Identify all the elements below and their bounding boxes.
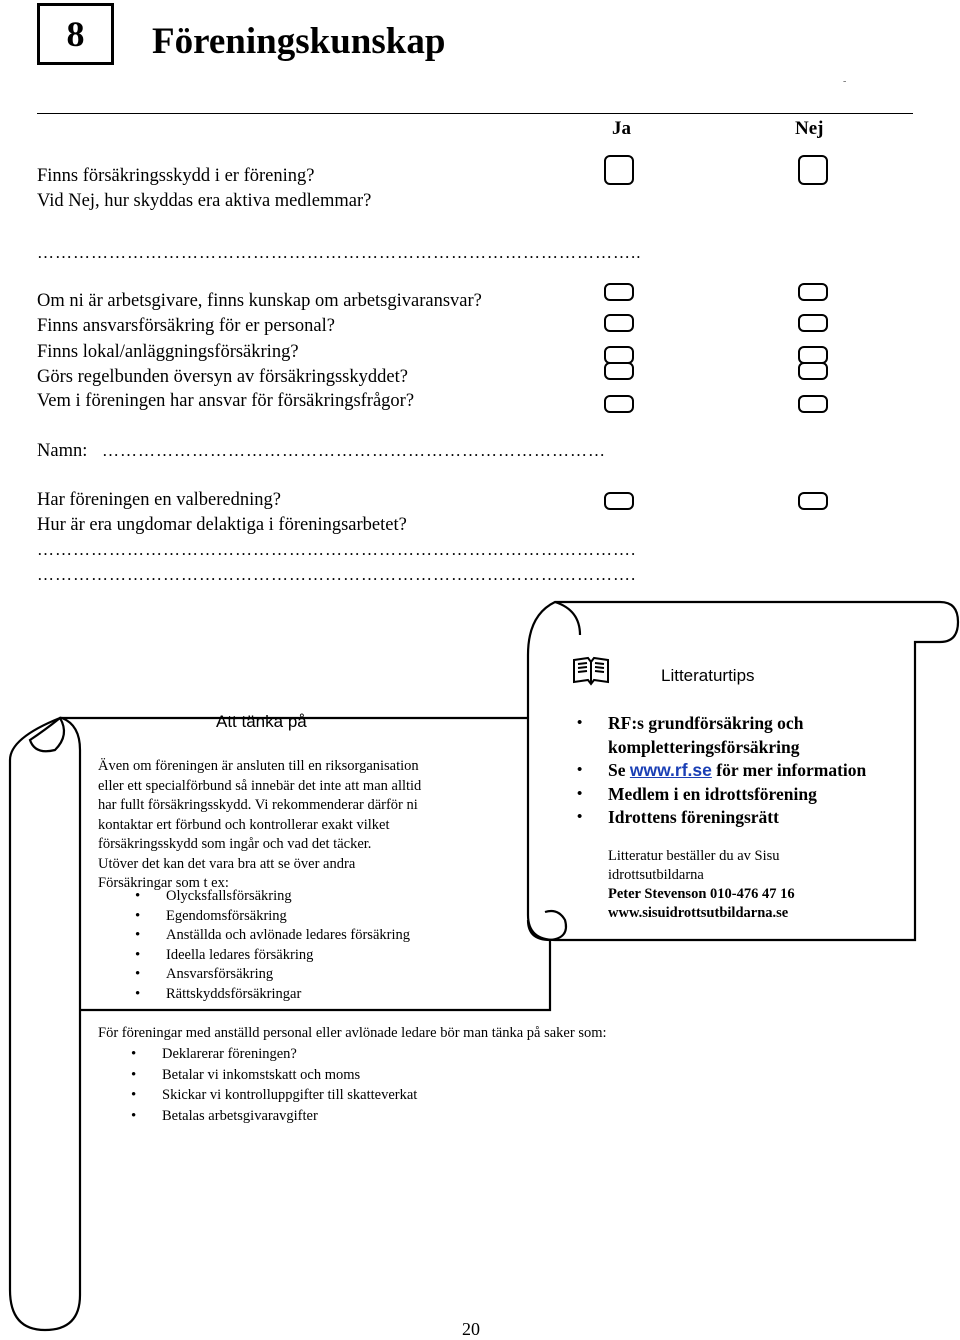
- litteratur-list: [608, 712, 866, 830]
- checkbox-no-employer[interactable]: [798, 283, 828, 301]
- list-item: • Olycksfallsförsäkring: [166, 887, 410, 907]
- answer-line[interactable]: ………………………………………………………………………………………..: [37, 243, 642, 262]
- litteratur-title: Litteraturtips: [661, 666, 755, 685]
- checkbox-no-responsible[interactable]: [798, 395, 828, 413]
- checkbox-yes-nomination[interactable]: [604, 492, 634, 510]
- question-nomination: Har föreningen en valberedning?: [37, 490, 281, 510]
- corner-mark: -: [843, 76, 847, 87]
- insurance-type-list: [166, 887, 410, 1004]
- name-line[interactable]: …………………………………………………………………………: [102, 441, 606, 460]
- employer-intro: För föreningar med anställd personal eller avlönade ledare bör man tänka på saker som:: [98, 1025, 607, 1041]
- sisu-website[interactable]: www.sisuidrottsutbildarna.se: [608, 905, 789, 921]
- column-yes-header: Ja: [612, 118, 631, 139]
- chapter-number: 8: [37, 3, 114, 65]
- scroll-shapes: [0, 590, 960, 1340]
- list-item: • Ansvarsförsäkring: [166, 965, 410, 985]
- question-responsible: Vem i föreningen har ansvar för försäkringsfrågor?: [37, 391, 415, 411]
- checkbox-yes-responsible[interactable]: [604, 395, 634, 413]
- question-youth: Hur är era ungdomar delaktiga i föreningsarbetet?: [37, 515, 407, 535]
- question-review: Görs regelbunden översyn av försäkringsskyddet?: [37, 367, 408, 387]
- employer-list: [162, 1044, 417, 1126]
- checkbox-yes-review[interactable]: [604, 362, 634, 380]
- checkbox-yes-employer[interactable]: [604, 283, 634, 301]
- question-liability: Finns ansvarsförsäkring för er personal?: [37, 316, 335, 336]
- list-item: • Betalar vi inkomstskatt och moms: [162, 1065, 417, 1086]
- name-label: Namn:: [37, 441, 88, 461]
- checkbox-yes-liability[interactable]: [604, 314, 634, 332]
- list-item: • Betalas arbetsgivaravgifter: [162, 1106, 417, 1127]
- litteratur-item-foreningsratt: • Idrottens föreningsrätt: [608, 806, 866, 830]
- list-item: • Deklarerar föreningen?: [162, 1044, 417, 1065]
- list-item: • Skickar vi kontrolluppgifter till skatteverkat: [162, 1085, 417, 1106]
- rf-website-link[interactable]: www.rf.se: [629, 760, 712, 780]
- list-item: • Egendomsförsäkring: [166, 907, 410, 927]
- answer-line-youth-1[interactable]: ……………………………………………………………………………………….: [37, 540, 637, 559]
- question-premises: Finns lokal/anläggningsförsäkring?: [37, 342, 299, 362]
- header-rule: [37, 113, 913, 114]
- checkbox-yes-insurance[interactable]: [604, 155, 634, 185]
- page-number: 20: [462, 1319, 480, 1339]
- list-item: • Rättskyddsförsäkringar: [166, 985, 410, 1005]
- litteratur-item-medlem: • Medlem i en idrottsförening: [608, 783, 866, 807]
- checkbox-no-nomination[interactable]: [798, 492, 828, 510]
- checkbox-no-insurance[interactable]: [798, 155, 828, 185]
- question-protection: Vid Nej, hur skyddas era aktiva medlemmar?: [37, 191, 372, 211]
- litteratur-item-link: • Se www.rf.se för mer information: [608, 759, 866, 783]
- answer-line-youth-2[interactable]: ……………………………………………………………………………………….: [37, 565, 637, 584]
- open-book-icon: [572, 654, 610, 686]
- list-item: • Anställda och avlönade ledares försäkring: [166, 926, 410, 946]
- tanka-body: Även om föreningen är ansluten till en riksorganisation eller ett specialförbund så innebär det inte att man alltid har fullt försäkringsskydd. Vi rekommenderar därför ni kontaktar ert förbund och kontrollerar exakt vilket försäkringsskydd som ingår och vad det täcker. Utöver det kan det vara bra att se över andra Försäkringar som t ex:: [98, 758, 422, 891]
- litteratur-note: Litteratur beställer du av Sisu idrottsutbildarna Peter Stevenson 010-476 47 16 www.sisuidrottsutbildarna.se: [608, 848, 795, 921]
- tanka-scroll: [10, 718, 80, 1330]
- question-insurance: Finns försäkringsskydd i er förening?: [37, 166, 315, 186]
- tanka-title: Att tänka på: [216, 712, 307, 731]
- litteratur-item-rf: • RF:s grundförsäkring och kompletteringsförsäkring: [608, 712, 866, 759]
- column-no-header: Nej: [795, 118, 824, 139]
- chapter-title: Föreningskunskap: [152, 21, 446, 62]
- list-item: • Ideella ledares försäkring: [166, 946, 410, 966]
- checkbox-no-review[interactable]: [798, 362, 828, 380]
- checkbox-no-liability[interactable]: [798, 314, 828, 332]
- question-employer: Om ni är arbetsgivare, finns kunskap om arbetsgivaransvar?: [37, 291, 482, 311]
